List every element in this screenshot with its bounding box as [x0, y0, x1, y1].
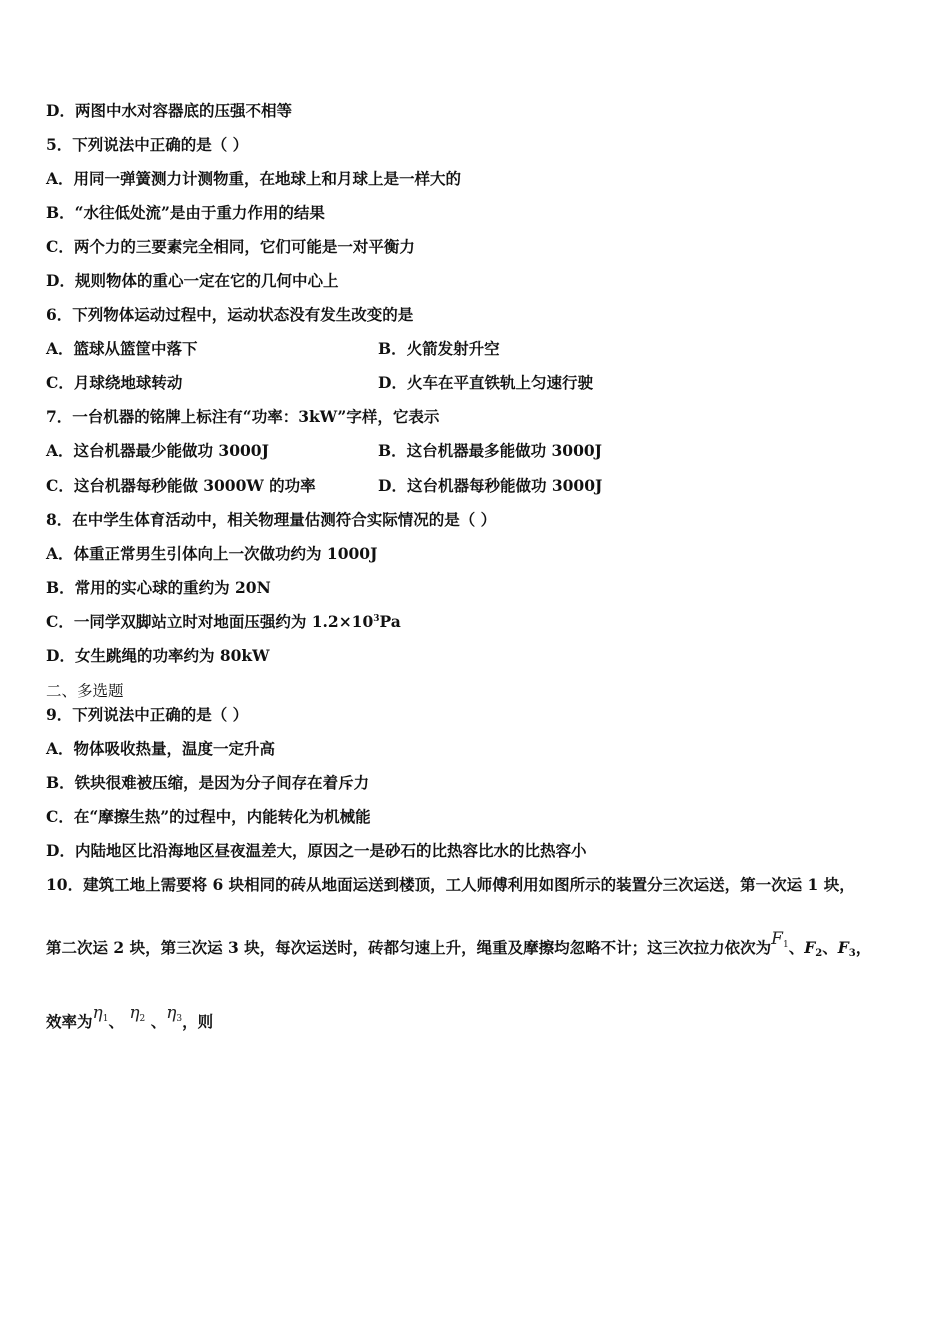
- question-4-option-d: D．两图中水对容器底的压强不相等: [46, 101, 292, 120]
- question-9-option-b: B．铁块很难被压缩，是因为分子间存在着斥力: [46, 773, 370, 792]
- line-3-end: ，则: [182, 1012, 214, 1031]
- question-10-line-3: [46, 1003, 214, 1038]
- question-8-option-d: D．女生跳绳的功率约为 80kW: [46, 646, 270, 665]
- efficiency-eta2: $\eta_2$: [129, 1003, 146, 1024]
- exponent: 3: [373, 614, 380, 624]
- question-7-option-a: A．这台机器最少能做功 3000J: [46, 441, 269, 460]
- question-10-line-1: 10．建筑工地上需要将 6 块相同的砖从地面运送到楼顶，工人师傅利用如图所示的装置分三次运送，第一次运 1 块，: [46, 875, 855, 894]
- question-5-option-a: A．用同一弹簧测力计测物重，在地球上和月球上是一样大的: [46, 169, 462, 188]
- question-5-stem: 5．下列说法中正确的是（ ）: [46, 135, 249, 154]
- question-8-option-a: A．体重正常男生引体向上一次做功约为 1000J: [46, 544, 378, 563]
- question-6-option-c: C．月球绕地球转动: [46, 373, 183, 392]
- question-9-option-c: C．在“摩擦生热”的过程中，内能转化为机械能: [46, 807, 371, 826]
- question-5-option-c: C．两个力的三要素完全相同，它们可能是一对平衡力: [46, 237, 415, 256]
- unit-text: Pa: [379, 612, 401, 631]
- force-f3: $F_3$: [837, 938, 856, 959]
- separator: 、: [150, 1012, 167, 1031]
- line-3-text: 效率为: [46, 1012, 93, 1031]
- question-6-option-d: D．火车在平直铁轨上匀速行驶: [378, 373, 593, 392]
- question-7-option-b: B．这台机器最多能做功 3000J: [378, 441, 602, 460]
- question-9-option-d: D．内陆地区比沿海地区昼夜温差大，原因之一是砂石的比热容比水的比热容小: [46, 841, 587, 860]
- question-6-stem: 6．下列物体运动过程中，运动状态没有发生改变的是: [46, 305, 414, 324]
- question-8-option-b: B．常用的实心球的重约为 20N: [46, 578, 271, 597]
- question-8-option-c: [46, 612, 401, 632]
- question-8-stem: 8．在中学生体育活动中，相关物理量估测符合实际情况的是（ ）: [46, 510, 497, 529]
- question-7-option-c: C．这台机器每秒能做 3000W 的功率: [46, 476, 316, 495]
- question-10-line-2: [46, 929, 872, 964]
- separator: 、: [108, 1012, 124, 1031]
- separator: 、: [822, 938, 838, 957]
- question-9-option-a: A．物体吸收热量，温度一定升高: [46, 739, 276, 758]
- force-f1: $F_1$: [771, 929, 789, 950]
- question-9-stem: 9．下列说法中正确的是（ ）: [46, 705, 249, 724]
- question-7-option-d: D．这台机器每秒能做功 3000J: [378, 476, 603, 495]
- efficiency-eta1: $\eta_1$: [92, 1003, 109, 1024]
- question-6-option-b: B．火箭发射升空: [378, 339, 500, 358]
- question-6-option-a: A．篮球从篮筐中落下: [46, 339, 198, 358]
- line-2-end: ，: [855, 938, 872, 957]
- section-heading-multiple-choice: 二、多选题: [46, 682, 124, 700]
- option-c-text: C．一同学双脚站立时对地面压强约为 1.2×10: [46, 612, 374, 631]
- force-f2: $F_2$: [804, 938, 823, 959]
- question-7-stem: 7．一台机器的铭牌上标注有“功率：3kW”字样，它表示: [46, 407, 440, 426]
- efficiency-eta3: $\eta_3$: [166, 1003, 183, 1024]
- question-5-option-b: B．“水往低处流”是由于重力作用的结果: [46, 203, 325, 222]
- separator: 、: [788, 938, 805, 957]
- line-2-text: 第二次运 2 块，第三次运 3 块，每次运送时，砖都匀速上升，绳重及摩擦均忽略不计；这三次拉力依次为: [46, 938, 772, 957]
- question-5-option-d: D．规则物体的重心一定在它的几何中心上: [46, 271, 339, 290]
